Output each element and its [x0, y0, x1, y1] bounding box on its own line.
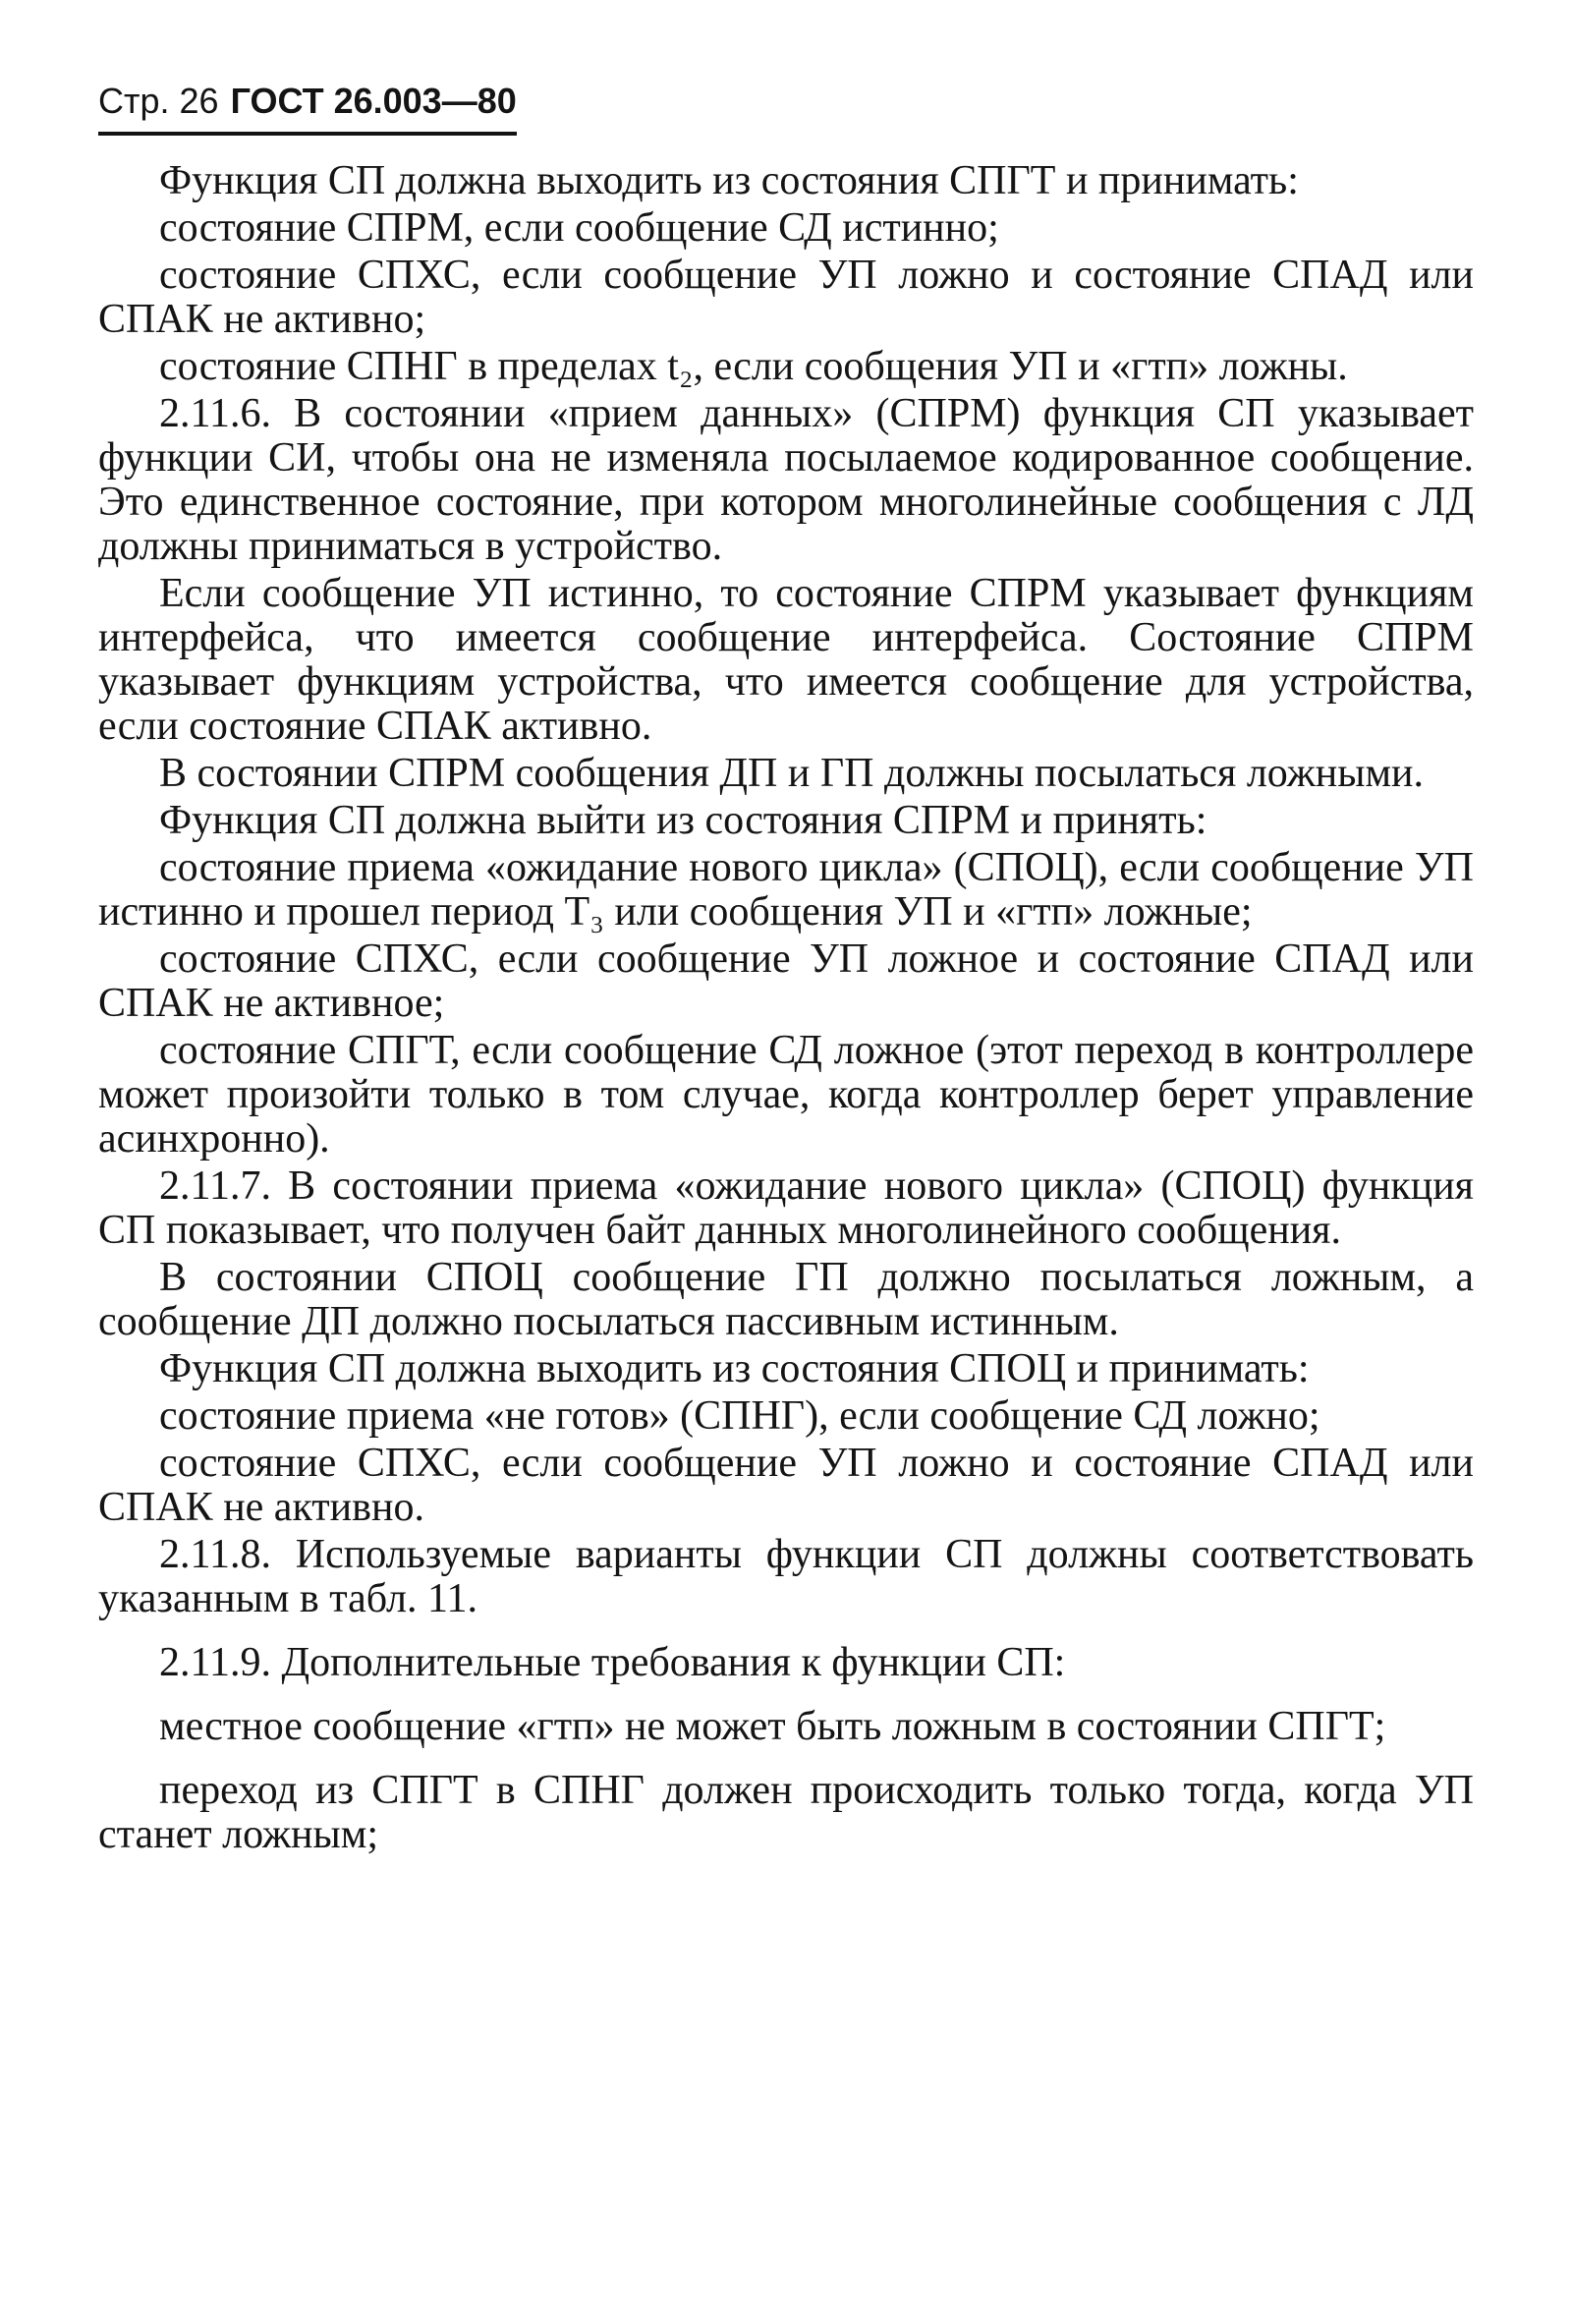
- body-text: [98, 159, 1474, 1857]
- paragraph: 2.11.9. Дополнительные требования к функции СП:: [159, 1640, 1066, 1685]
- standard-designation: ГОСТ 26.003—80: [230, 81, 517, 121]
- paragraph: состояние СПНГ в пределах t₂, если сообщения УП и «гтп» ложны.: [159, 344, 1348, 389]
- running-header: [98, 79, 517, 136]
- paragraph: Если сообщение УП истинно, то состояние СПРМ указывает функциям интерфейса, что имеется сообщение интерфейса. Состояние СПРМ указывает функциям устройства, что имеется сообщение для устройства, если состояние СПАК активно.: [98, 571, 1474, 749]
- paragraph: состояние приема «ожидание нового цикла» (СПОЦ), если сообщение УП истинно и прошел период T₃ или сообщения УП и «гтп» ложные;: [98, 845, 1474, 935]
- paragraph: состояние приема «не готов» (СПНГ), если сообщение СД ложно;: [159, 1393, 1320, 1439]
- paragraph: В состоянии СПОЦ сообщение ГП должно посылаться ложным, а сообщение ДП должно посылаться пассивным истинным.: [98, 1255, 1474, 1344]
- paragraph: 2.11.6. В состоянии «прием данных» (СПРМ) функция СП указывает функции СИ, чтобы она не изменяла посылаемое кодированное сообщение. Это единственное состояние, при котором многолинейные сообщения с ЛД должны приниматься в устройство.: [98, 391, 1474, 569]
- paragraph: 2.11.7. В состоянии приема «ожидание нового цикла» (СПОЦ) функция СП показывает, что получен байт данных многолинейного сообщения.: [98, 1163, 1474, 1253]
- paragraph: Функция СП должна выходить из состояния СПГТ и принимать:: [159, 158, 1299, 203]
- paragraph: состояние СПХС, если сообщение УП ложно и состояние СПАД или СПАК не активно;: [98, 253, 1474, 342]
- paragraph: состояние СПХС, если сообщение УП ложное и состояние СПАД или СПАК не активное;: [98, 936, 1474, 1026]
- paragraph: переход из СПГТ в СПНГ должен происходить только тогда, когда УП станет ложным;: [98, 1768, 1474, 1857]
- paragraph: Функция СП должна выйти из состояния СПРМ и принять:: [159, 798, 1207, 843]
- page-number: Стр. 26: [98, 81, 219, 121]
- paragraph: состояние СПХС, если сообщение УП ложно и состояние СПАД или СПАК не активно.: [98, 1441, 1474, 1530]
- paragraph: состояние СПГТ, если сообщение СД ложное (этот переход в контроллере может произойти только в том случае, когда контроллер берет управление асинхронно).: [98, 1028, 1474, 1162]
- paragraph: 2.11.8. Используемые варианты функции СП должны соответствовать указанным в табл. 11.: [98, 1532, 1474, 1621]
- paragraph: местное сообщение «гтп» не может быть ложным в состоянии СПГТ;: [159, 1704, 1386, 1749]
- paragraph: Функция СП должна выходить из состояния СПОЦ и принимать:: [159, 1346, 1310, 1391]
- paragraph: В состоянии СПРМ сообщения ДП и ГП должны посылаться ложными.: [159, 751, 1425, 796]
- document-page: [98, 79, 1474, 1860]
- paragraph: состояние СПРМ, если сообщение СД истинно;: [159, 205, 999, 251]
